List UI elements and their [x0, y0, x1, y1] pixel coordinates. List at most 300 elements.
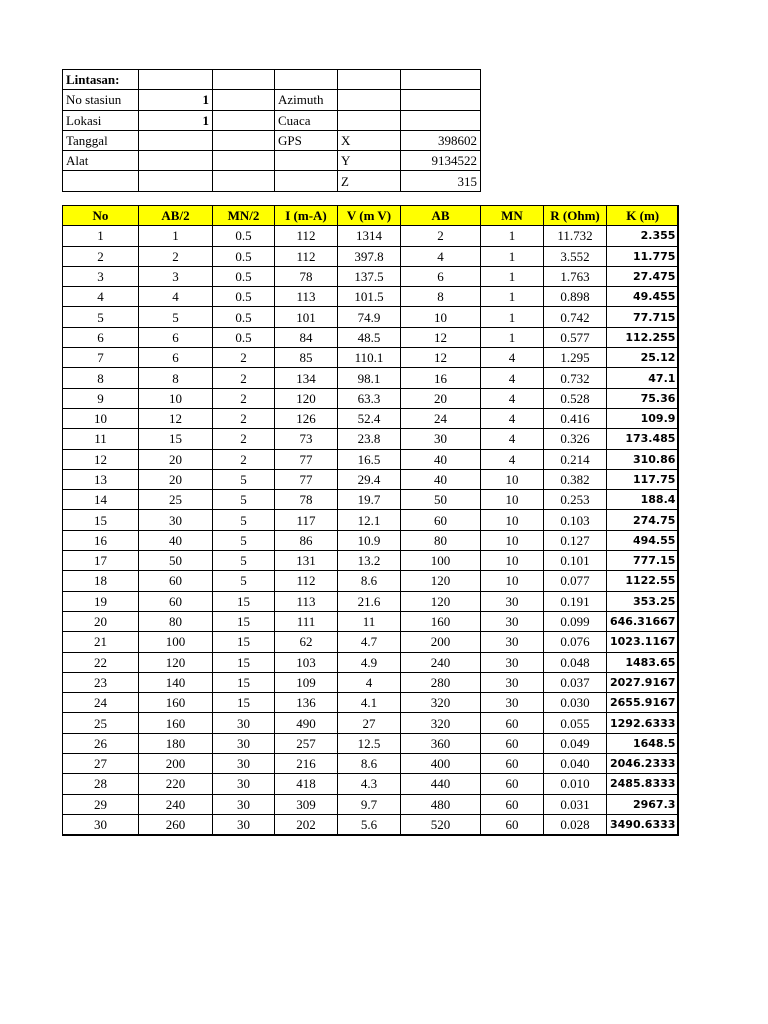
cell-mn-half[interactable]: 15 — [213, 672, 275, 692]
column-header-k-factor[interactable]: K (m) — [607, 206, 679, 226]
cell-resistance[interactable]: 0.742 — [544, 307, 607, 327]
cell-mn[interactable]: 60 — [481, 754, 544, 774]
cell-mn[interactable]: 1 — [481, 246, 544, 266]
cell-voltage[interactable]: 13.2 — [338, 551, 401, 571]
cell-ab-half[interactable]: 60 — [139, 591, 213, 611]
cell-mn[interactable]: 30 — [481, 611, 544, 631]
cell-mn-half[interactable]: 0.5 — [213, 246, 275, 266]
cell-mn[interactable]: 1 — [481, 226, 544, 246]
cell-ab[interactable]: 240 — [401, 652, 481, 672]
cell-mn-half[interactable]: 5 — [213, 571, 275, 591]
cell-voltage[interactable]: 4.1 — [338, 693, 401, 713]
cell-mn[interactable]: 60 — [481, 733, 544, 753]
cell-current[interactable]: 77 — [275, 449, 338, 469]
tanggal-value[interactable] — [139, 130, 213, 150]
cell-mn-half[interactable]: 2 — [213, 429, 275, 449]
cell-ab[interactable]: 40 — [401, 449, 481, 469]
z-label[interactable]: Z — [338, 171, 401, 191]
cell-ab[interactable]: 320 — [401, 693, 481, 713]
cell-no[interactable]: 17 — [63, 551, 139, 571]
cell-ab[interactable]: 16 — [401, 368, 481, 388]
cell-no[interactable]: 18 — [63, 571, 139, 591]
cell-no[interactable]: 1 — [63, 226, 139, 246]
cell-k-factor[interactable]: 47.1 — [607, 368, 679, 388]
cell-resistance[interactable]: 0.076 — [544, 632, 607, 652]
cell-ab[interactable]: 60 — [401, 510, 481, 530]
cell-resistance[interactable]: 0.010 — [544, 774, 607, 794]
cell-resistance[interactable]: 0.101 — [544, 551, 607, 571]
cell-ab-half[interactable]: 6 — [139, 348, 213, 368]
cell-no[interactable]: 11 — [63, 429, 139, 449]
cell-mn-half[interactable]: 2 — [213, 388, 275, 408]
cell-current[interactable]: 418 — [275, 774, 338, 794]
cell-no[interactable]: 5 — [63, 307, 139, 327]
cell-k-factor[interactable]: 109.9 — [607, 408, 679, 428]
cell-mn-half[interactable]: 0.5 — [213, 327, 275, 347]
cell-voltage[interactable]: 8.6 — [338, 571, 401, 591]
cell-voltage[interactable]: 98.1 — [338, 368, 401, 388]
cell-voltage[interactable]: 29.4 — [338, 469, 401, 489]
cell-resistance[interactable]: 0.099 — [544, 611, 607, 631]
cell-current[interactable]: 202 — [275, 814, 338, 835]
cell-ab-half[interactable]: 80 — [139, 611, 213, 631]
cell-mn[interactable]: 4 — [481, 388, 544, 408]
cell-current[interactable]: 117 — [275, 510, 338, 530]
cell-mn[interactable]: 1 — [481, 266, 544, 286]
cell-no[interactable]: 12 — [63, 449, 139, 469]
cell-k-factor[interactable]: 2027.9167 — [607, 672, 679, 692]
cell-ab[interactable]: 120 — [401, 591, 481, 611]
cell-resistance[interactable]: 0.326 — [544, 429, 607, 449]
cell-mn-half[interactable]: 5 — [213, 551, 275, 571]
lokasi-value[interactable]: 1 — [139, 110, 213, 130]
cell-resistance[interactable]: 0.103 — [544, 510, 607, 530]
cell-k-factor[interactable]: 1483.65 — [607, 652, 679, 672]
cell-voltage[interactable]: 27 — [338, 713, 401, 733]
cell-resistance[interactable]: 0.031 — [544, 794, 607, 814]
cell-ab-half[interactable]: 2 — [139, 246, 213, 266]
column-header-ab-half[interactable]: AB/2 — [139, 206, 213, 226]
cell-mn-half[interactable]: 30 — [213, 794, 275, 814]
cell-mn[interactable]: 30 — [481, 591, 544, 611]
cell-ab-half[interactable]: 260 — [139, 814, 213, 835]
cell-ab[interactable]: 24 — [401, 408, 481, 428]
cell-mn-half[interactable]: 2 — [213, 348, 275, 368]
cell-mn[interactable]: 30 — [481, 693, 544, 713]
cell-ab-half[interactable]: 5 — [139, 307, 213, 327]
cell-voltage[interactable]: 63.3 — [338, 388, 401, 408]
x-label[interactable]: X — [338, 130, 401, 150]
cell-ab-half[interactable]: 10 — [139, 388, 213, 408]
empty-cell[interactable] — [275, 70, 338, 90]
cell-no[interactable]: 7 — [63, 348, 139, 368]
cell-mn-half[interactable]: 0.5 — [213, 226, 275, 246]
cell-voltage[interactable]: 19.7 — [338, 490, 401, 510]
cell-voltage[interactable]: 11 — [338, 611, 401, 631]
cell-ab-half[interactable]: 30 — [139, 510, 213, 530]
cell-current[interactable]: 109 — [275, 672, 338, 692]
cell-current[interactable]: 136 — [275, 693, 338, 713]
cell-k-factor[interactable]: 2485.8333 — [607, 774, 679, 794]
cell-current[interactable]: 126 — [275, 408, 338, 428]
cell-resistance[interactable]: 0.416 — [544, 408, 607, 428]
cell-ab[interactable]: 320 — [401, 713, 481, 733]
cell-no[interactable]: 2 — [63, 246, 139, 266]
cell-mn[interactable]: 10 — [481, 530, 544, 550]
cell-mn[interactable]: 10 — [481, 490, 544, 510]
cell-mn-half[interactable]: 5 — [213, 469, 275, 489]
cell-no[interactable]: 26 — [63, 733, 139, 753]
cell-mn-half[interactable]: 2 — [213, 408, 275, 428]
cell-current[interactable]: 309 — [275, 794, 338, 814]
cell-resistance[interactable]: 0.253 — [544, 490, 607, 510]
cell-mn-half[interactable]: 2 — [213, 449, 275, 469]
cell-mn[interactable]: 60 — [481, 713, 544, 733]
cell-current[interactable]: 113 — [275, 591, 338, 611]
cell-ab-half[interactable]: 25 — [139, 490, 213, 510]
cell-no[interactable]: 13 — [63, 469, 139, 489]
cell-resistance[interactable]: 11.732 — [544, 226, 607, 246]
cell-no[interactable]: 21 — [63, 632, 139, 652]
cell-voltage[interactable]: 4.7 — [338, 632, 401, 652]
cell-k-factor[interactable]: 1122.55 — [607, 571, 679, 591]
empty-cell[interactable] — [139, 171, 213, 191]
column-header-mn[interactable]: MN — [481, 206, 544, 226]
lintasan-label[interactable]: Lintasan: — [63, 70, 139, 90]
cell-current[interactable]: 103 — [275, 652, 338, 672]
cell-ab-half[interactable]: 8 — [139, 368, 213, 388]
cell-ab[interactable]: 2 — [401, 226, 481, 246]
column-header-resistance[interactable]: R (Ohm) — [544, 206, 607, 226]
cell-ab[interactable]: 100 — [401, 551, 481, 571]
cell-resistance[interactable]: 0.037 — [544, 672, 607, 692]
empty-cell[interactable] — [63, 171, 139, 191]
no-stasiun-value[interactable]: 1 — [139, 90, 213, 110]
cell-resistance[interactable]: 0.898 — [544, 287, 607, 307]
cell-current[interactable]: 62 — [275, 632, 338, 652]
cell-ab[interactable]: 120 — [401, 571, 481, 591]
cell-resistance[interactable]: 0.127 — [544, 530, 607, 550]
cell-ab[interactable]: 20 — [401, 388, 481, 408]
empty-cell[interactable] — [213, 90, 275, 110]
cell-current[interactable]: 112 — [275, 246, 338, 266]
empty-cell[interactable] — [401, 90, 481, 110]
y-value[interactable]: 9134522 — [401, 151, 481, 171]
cell-no[interactable]: 3 — [63, 266, 139, 286]
cell-k-factor[interactable]: 1292.6333 — [607, 713, 679, 733]
cell-no[interactable]: 27 — [63, 754, 139, 774]
cell-mn-half[interactable]: 0.5 — [213, 307, 275, 327]
cell-k-factor[interactable]: 310.86 — [607, 449, 679, 469]
cell-ab[interactable]: 160 — [401, 611, 481, 631]
cell-k-factor[interactable]: 1023.1167 — [607, 632, 679, 652]
cell-resistance[interactable]: 0.030 — [544, 693, 607, 713]
empty-cell[interactable] — [401, 70, 481, 90]
cell-k-factor[interactable]: 27.475 — [607, 266, 679, 286]
cell-mn[interactable]: 30 — [481, 672, 544, 692]
no-stasiun-label[interactable]: No stasiun — [63, 90, 139, 110]
cell-mn[interactable]: 60 — [481, 814, 544, 835]
cell-current[interactable]: 257 — [275, 733, 338, 753]
cell-mn[interactable]: 10 — [481, 469, 544, 489]
cell-resistance[interactable]: 0.382 — [544, 469, 607, 489]
azimuth-value[interactable] — [338, 90, 401, 110]
cell-mn-half[interactable]: 15 — [213, 591, 275, 611]
cell-resistance[interactable]: 1.763 — [544, 266, 607, 286]
cell-resistance[interactable]: 0.040 — [544, 754, 607, 774]
cell-current[interactable]: 73 — [275, 429, 338, 449]
cell-k-factor[interactable]: 25.12 — [607, 348, 679, 368]
cell-no[interactable]: 20 — [63, 611, 139, 631]
cell-current[interactable]: 134 — [275, 368, 338, 388]
cell-ab-half[interactable]: 20 — [139, 449, 213, 469]
cell-no[interactable]: 14 — [63, 490, 139, 510]
cell-current[interactable]: 112 — [275, 226, 338, 246]
tanggal-label[interactable]: Tanggal — [63, 130, 139, 150]
cell-mn[interactable]: 1 — [481, 307, 544, 327]
empty-cell[interactable] — [213, 151, 275, 171]
y-label[interactable]: Y — [338, 151, 401, 171]
cell-no[interactable]: 6 — [63, 327, 139, 347]
cell-ab[interactable]: 10 — [401, 307, 481, 327]
cell-k-factor[interactable]: 77.715 — [607, 307, 679, 327]
cell-voltage[interactable]: 110.1 — [338, 348, 401, 368]
cell-ab[interactable]: 520 — [401, 814, 481, 835]
cell-mn-half[interactable]: 15 — [213, 652, 275, 672]
gps-label[interactable]: GPS — [275, 130, 338, 150]
cell-no[interactable]: 8 — [63, 368, 139, 388]
cell-mn[interactable]: 30 — [481, 652, 544, 672]
cell-mn-half[interactable]: 0.5 — [213, 287, 275, 307]
cell-voltage[interactable]: 16.5 — [338, 449, 401, 469]
cell-no[interactable]: 10 — [63, 408, 139, 428]
cell-ab[interactable]: 8 — [401, 287, 481, 307]
cell-mn[interactable]: 4 — [481, 368, 544, 388]
empty-cell[interactable] — [275, 151, 338, 171]
empty-cell[interactable] — [401, 110, 481, 130]
cell-voltage[interactable]: 23.8 — [338, 429, 401, 449]
cell-k-factor[interactable]: 494.55 — [607, 530, 679, 550]
cell-resistance[interactable]: 0.577 — [544, 327, 607, 347]
cell-resistance[interactable]: 0.055 — [544, 713, 607, 733]
azimuth-label[interactable]: Azimuth — [275, 90, 338, 110]
cell-k-factor[interactable]: 353.25 — [607, 591, 679, 611]
cell-no[interactable]: 23 — [63, 672, 139, 692]
cell-current[interactable]: 77 — [275, 469, 338, 489]
cell-ab-half[interactable]: 60 — [139, 571, 213, 591]
cell-mn-half[interactable]: 30 — [213, 733, 275, 753]
cell-k-factor[interactable]: 112.255 — [607, 327, 679, 347]
cell-mn[interactable]: 4 — [481, 449, 544, 469]
cell-ab-half[interactable]: 120 — [139, 652, 213, 672]
cell-mn-half[interactable]: 2 — [213, 368, 275, 388]
cell-no[interactable]: 29 — [63, 794, 139, 814]
cell-ab-half[interactable]: 6 — [139, 327, 213, 347]
cell-no[interactable]: 9 — [63, 388, 139, 408]
column-header-ab[interactable]: AB — [401, 206, 481, 226]
cell-k-factor[interactable]: 777.15 — [607, 551, 679, 571]
cell-no[interactable]: 24 — [63, 693, 139, 713]
cell-voltage[interactable]: 137.5 — [338, 266, 401, 286]
cell-mn-half[interactable]: 30 — [213, 774, 275, 794]
empty-cell[interactable] — [338, 70, 401, 90]
cell-current[interactable]: 113 — [275, 287, 338, 307]
x-value[interactable]: 398602 — [401, 130, 481, 150]
cell-mn-half[interactable]: 0.5 — [213, 266, 275, 286]
cell-current[interactable]: 101 — [275, 307, 338, 327]
cell-no[interactable]: 15 — [63, 510, 139, 530]
cell-k-factor[interactable]: 274.75 — [607, 510, 679, 530]
cell-mn-half[interactable]: 30 — [213, 713, 275, 733]
cell-ab[interactable]: 40 — [401, 469, 481, 489]
cell-ab[interactable]: 50 — [401, 490, 481, 510]
cell-k-factor[interactable]: 75.36 — [607, 388, 679, 408]
z-value[interactable]: 315 — [401, 171, 481, 191]
cell-current[interactable]: 86 — [275, 530, 338, 550]
cell-mn[interactable]: 1 — [481, 287, 544, 307]
cell-ab-half[interactable]: 4 — [139, 287, 213, 307]
empty-cell[interactable] — [213, 130, 275, 150]
cell-resistance[interactable]: 0.048 — [544, 652, 607, 672]
empty-cell[interactable] — [213, 110, 275, 130]
cell-ab[interactable]: 440 — [401, 774, 481, 794]
cell-current[interactable]: 120 — [275, 388, 338, 408]
cell-voltage[interactable]: 4 — [338, 672, 401, 692]
column-header-no[interactable]: No — [63, 206, 139, 226]
column-header-voltage[interactable]: V (m V) — [338, 206, 401, 226]
cell-mn-half[interactable]: 15 — [213, 632, 275, 652]
cell-k-factor[interactable]: 11.775 — [607, 246, 679, 266]
lokasi-label[interactable]: Lokasi — [63, 110, 139, 130]
empty-cell[interactable] — [213, 171, 275, 191]
cell-no[interactable]: 30 — [63, 814, 139, 835]
cell-ab-half[interactable]: 50 — [139, 551, 213, 571]
cell-voltage[interactable]: 12.5 — [338, 733, 401, 753]
cell-ab[interactable]: 12 — [401, 348, 481, 368]
empty-cell[interactable] — [213, 70, 275, 90]
cell-mn-half[interactable]: 5 — [213, 510, 275, 530]
cell-k-factor[interactable]: 2655.9167 — [607, 693, 679, 713]
cell-mn[interactable]: 10 — [481, 510, 544, 530]
cell-k-factor[interactable]: 646.31667 — [607, 611, 679, 631]
cell-ab-half[interactable]: 240 — [139, 794, 213, 814]
cell-ab-half[interactable]: 200 — [139, 754, 213, 774]
cell-current[interactable]: 490 — [275, 713, 338, 733]
cell-voltage[interactable]: 48.5 — [338, 327, 401, 347]
lintasan-value[interactable] — [139, 70, 213, 90]
cell-ab[interactable]: 360 — [401, 733, 481, 753]
cell-mn[interactable]: 10 — [481, 571, 544, 591]
cell-mn-half[interactable]: 15 — [213, 693, 275, 713]
cell-no[interactable]: 22 — [63, 652, 139, 672]
cell-mn-half[interactable]: 15 — [213, 611, 275, 631]
cell-voltage[interactable]: 8.6 — [338, 754, 401, 774]
cell-k-factor[interactable]: 2.355 — [607, 226, 679, 246]
cell-current[interactable]: 78 — [275, 266, 338, 286]
cell-current[interactable]: 216 — [275, 754, 338, 774]
cell-mn[interactable]: 4 — [481, 408, 544, 428]
column-header-mn-half[interactable]: MN/2 — [213, 206, 275, 226]
cell-current[interactable]: 111 — [275, 611, 338, 631]
cell-mn[interactable]: 4 — [481, 429, 544, 449]
cell-mn-half[interactable]: 30 — [213, 814, 275, 835]
cell-ab[interactable]: 4 — [401, 246, 481, 266]
cell-ab-half[interactable]: 20 — [139, 469, 213, 489]
cell-voltage[interactable]: 4.3 — [338, 774, 401, 794]
cell-ab-half[interactable]: 40 — [139, 530, 213, 550]
cell-voltage[interactable]: 397.8 — [338, 246, 401, 266]
cell-resistance[interactable]: 1.295 — [544, 348, 607, 368]
cell-k-factor[interactable]: 188.4 — [607, 490, 679, 510]
cell-ab-half[interactable]: 100 — [139, 632, 213, 652]
cell-ab[interactable]: 200 — [401, 632, 481, 652]
cell-no[interactable]: 19 — [63, 591, 139, 611]
cell-mn[interactable]: 60 — [481, 774, 544, 794]
cell-resistance[interactable]: 0.528 — [544, 388, 607, 408]
cell-voltage[interactable]: 101.5 — [338, 287, 401, 307]
cell-ab-half[interactable]: 1 — [139, 226, 213, 246]
cell-mn-half[interactable]: 30 — [213, 754, 275, 774]
cell-ab[interactable]: 480 — [401, 794, 481, 814]
alat-value[interactable] — [139, 151, 213, 171]
cell-mn[interactable]: 4 — [481, 348, 544, 368]
cell-mn[interactable]: 30 — [481, 632, 544, 652]
cell-k-factor[interactable]: 1648.5 — [607, 733, 679, 753]
cell-ab[interactable]: 280 — [401, 672, 481, 692]
cell-no[interactable]: 28 — [63, 774, 139, 794]
cell-ab-half[interactable]: 3 — [139, 266, 213, 286]
cell-resistance[interactable]: 0.049 — [544, 733, 607, 753]
cell-mn-half[interactable]: 5 — [213, 530, 275, 550]
empty-cell[interactable] — [275, 171, 338, 191]
cell-ab[interactable]: 12 — [401, 327, 481, 347]
cell-current[interactable]: 84 — [275, 327, 338, 347]
cell-resistance[interactable]: 3.552 — [544, 246, 607, 266]
cell-ab-half[interactable]: 160 — [139, 713, 213, 733]
cell-voltage[interactable]: 4.9 — [338, 652, 401, 672]
cell-voltage[interactable]: 10.9 — [338, 530, 401, 550]
cell-resistance[interactable]: 0.732 — [544, 368, 607, 388]
cell-voltage[interactable]: 21.6 — [338, 591, 401, 611]
column-header-current[interactable]: I (m-A) — [275, 206, 338, 226]
cell-voltage[interactable]: 9.7 — [338, 794, 401, 814]
cell-current[interactable]: 112 — [275, 571, 338, 591]
cell-resistance[interactable]: 0.214 — [544, 449, 607, 469]
alat-label[interactable]: Alat — [63, 151, 139, 171]
cell-k-factor[interactable]: 49.455 — [607, 287, 679, 307]
cell-k-factor[interactable]: 2967.3 — [607, 794, 679, 814]
cell-ab-half[interactable]: 15 — [139, 429, 213, 449]
cell-current[interactable]: 78 — [275, 490, 338, 510]
cell-voltage[interactable]: 12.1 — [338, 510, 401, 530]
cell-resistance[interactable]: 0.191 — [544, 591, 607, 611]
cell-mn[interactable]: 10 — [481, 551, 544, 571]
cell-voltage[interactable]: 5.6 — [338, 814, 401, 835]
cell-ab-half[interactable]: 160 — [139, 693, 213, 713]
cell-mn-half[interactable]: 5 — [213, 490, 275, 510]
cell-mn[interactable]: 60 — [481, 794, 544, 814]
cell-no[interactable]: 4 — [63, 287, 139, 307]
cell-k-factor[interactable]: 173.485 — [607, 429, 679, 449]
cell-ab-half[interactable]: 220 — [139, 774, 213, 794]
cell-no[interactable]: 25 — [63, 713, 139, 733]
cell-k-factor[interactable]: 117.75 — [607, 469, 679, 489]
cell-k-factor[interactable]: 3490.6333 — [607, 814, 679, 835]
cuaca-label[interactable]: Cuaca — [275, 110, 338, 130]
cell-mn[interactable]: 1 — [481, 327, 544, 347]
cell-no[interactable]: 16 — [63, 530, 139, 550]
cell-current[interactable]: 85 — [275, 348, 338, 368]
